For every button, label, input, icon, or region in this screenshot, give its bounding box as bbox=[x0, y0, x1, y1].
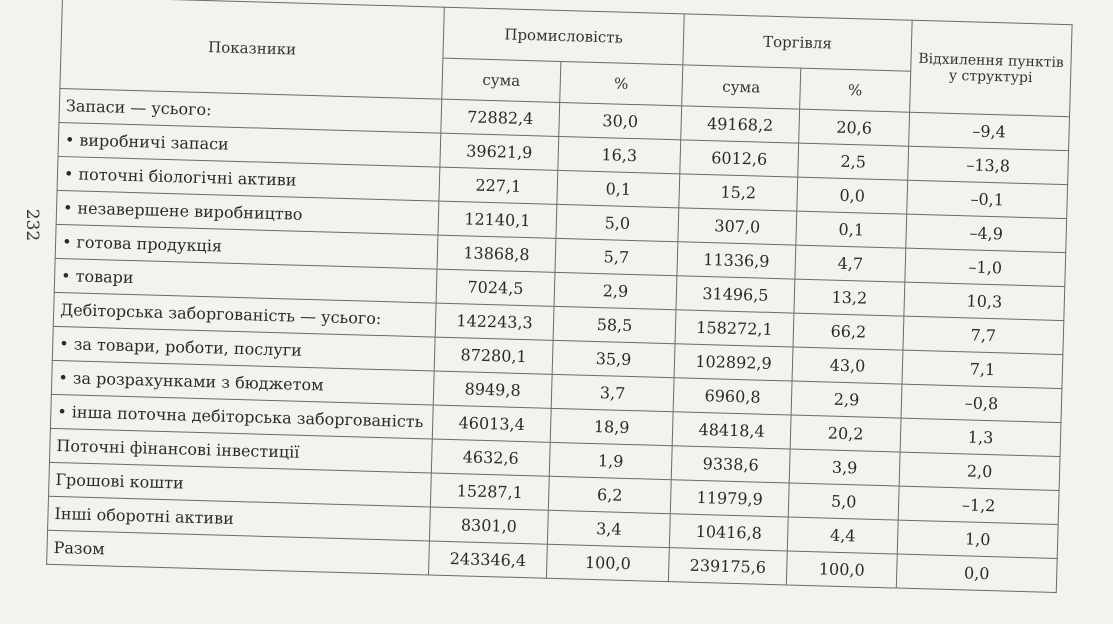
trade-sum-cell: 10416,8 bbox=[669, 514, 788, 551]
industry-sum-cell: 12140,1 bbox=[438, 201, 557, 238]
trade-percent-cell: 20,2 bbox=[790, 415, 901, 452]
row-label: • поточні біологічні активи bbox=[57, 156, 440, 201]
deviation-cell: –0,8 bbox=[901, 384, 1062, 422]
trade-sum-cell: 11336,9 bbox=[677, 242, 796, 279]
trade-percent-cell: 4,4 bbox=[787, 517, 898, 554]
deviation-cell: –1,0 bbox=[905, 248, 1066, 286]
industry-sum-cell: 72882,4 bbox=[441, 99, 560, 136]
page-number: 232 bbox=[22, 208, 43, 242]
deviation-cell: 1,0 bbox=[897, 520, 1058, 558]
row-label: Разом bbox=[47, 530, 430, 575]
header-industry-sum: сума bbox=[442, 58, 561, 102]
row-label: • незавершене виробництво bbox=[56, 190, 439, 235]
row-label: • виробничі запаси bbox=[58, 122, 441, 167]
industry-sum-cell: 243346,4 bbox=[428, 541, 547, 578]
row-label: Дебіторська заборгованість — усього: bbox=[53, 292, 436, 337]
industry-percent-cell: 100,0 bbox=[546, 544, 669, 581]
industry-sum-cell: 39621,9 bbox=[440, 133, 559, 170]
deviation-cell: –13,8 bbox=[908, 146, 1069, 184]
trade-percent-cell: 4,7 bbox=[795, 245, 906, 282]
industry-percent-cell: 2,9 bbox=[554, 272, 677, 309]
industry-percent-cell: 5,7 bbox=[555, 238, 678, 275]
trade-percent-cell: 13,2 bbox=[794, 279, 905, 316]
trade-percent-cell: 0,1 bbox=[796, 211, 907, 248]
industry-percent-cell: 30,0 bbox=[559, 102, 682, 139]
industry-percent-cell: 18,9 bbox=[550, 408, 673, 445]
deviation-cell: –4,9 bbox=[906, 214, 1067, 252]
trade-percent-cell: 20,6 bbox=[799, 109, 910, 146]
deviation-cell: 10,3 bbox=[904, 282, 1065, 320]
trade-sum-cell: 6012,6 bbox=[680, 140, 799, 177]
row-label: • за розрахунками з бюджетом bbox=[51, 360, 434, 405]
header-deviation: Відхилення пунктів у структурі bbox=[910, 20, 1073, 116]
row-label: Інші оборотні активи bbox=[48, 496, 431, 541]
industry-percent-cell: 3,7 bbox=[551, 374, 674, 411]
trade-percent-cell: 0,0 bbox=[797, 177, 908, 214]
assets-table bbox=[46, 0, 1073, 593]
industry-percent-cell: 0,1 bbox=[557, 170, 680, 207]
trade-sum-cell: 48418,4 bbox=[672, 412, 791, 449]
trade-percent-cell: 66,2 bbox=[793, 313, 904, 350]
trade-percent-cell: 100,0 bbox=[786, 551, 897, 588]
row-label: • за товари, роботи, послуги bbox=[52, 326, 435, 371]
industry-sum-cell: 87280,1 bbox=[434, 337, 553, 374]
trade-sum-cell: 31496,5 bbox=[676, 276, 795, 313]
industry-sum-cell: 8949,8 bbox=[433, 371, 552, 408]
trade-sum-cell: 11979,9 bbox=[670, 480, 789, 517]
industry-sum-cell: 13868,8 bbox=[437, 235, 556, 272]
industry-sum-cell: 142243,3 bbox=[435, 303, 554, 340]
deviation-cell: 7,7 bbox=[903, 316, 1064, 354]
trade-sum-cell: 307,0 bbox=[678, 208, 797, 245]
header-trade-sum: сума bbox=[682, 65, 801, 109]
trade-sum-cell: 102892,9 bbox=[674, 344, 793, 381]
header-trade-percent: % bbox=[800, 68, 911, 112]
deviation-cell: –1,2 bbox=[898, 486, 1059, 524]
deviation-cell: 2,0 bbox=[899, 452, 1060, 490]
trade-percent-cell: 2,9 bbox=[791, 381, 902, 418]
trade-percent-cell: 43,0 bbox=[792, 347, 903, 384]
trade-sum-cell: 6960,8 bbox=[673, 378, 792, 415]
industry-sum-cell: 7024,5 bbox=[436, 269, 555, 306]
trade-percent-cell: 5,0 bbox=[788, 483, 899, 520]
industry-percent-cell: 58,5 bbox=[553, 306, 676, 343]
industry-sum-cell: 8301,0 bbox=[429, 507, 548, 544]
trade-sum-cell: 158272,1 bbox=[675, 310, 794, 347]
row-label: Запаси — усього: bbox=[59, 88, 442, 133]
header-trade: Торгівля bbox=[683, 14, 912, 71]
trade-sum-cell: 49168,2 bbox=[681, 106, 800, 143]
row-label: Поточні фінансові інвестиції bbox=[49, 428, 432, 473]
deviation-cell: –9,4 bbox=[909, 112, 1070, 150]
trade-sum-cell: 239175,6 bbox=[668, 548, 787, 585]
deviation-cell: –0,1 bbox=[907, 180, 1068, 218]
deviation-cell: 1,3 bbox=[900, 418, 1061, 456]
document-sheet bbox=[45, 0, 1075, 624]
industry-percent-cell: 16,3 bbox=[558, 136, 681, 173]
trade-percent-cell: 3,9 bbox=[789, 449, 900, 486]
industry-sum-cell: 227,1 bbox=[439, 167, 558, 204]
industry-percent-cell: 1,9 bbox=[549, 442, 672, 479]
industry-sum-cell: 46013,4 bbox=[432, 405, 551, 442]
row-label: Грошові кошти bbox=[49, 462, 432, 507]
header-industry-percent: % bbox=[560, 61, 683, 105]
row-label: • інша поточна дебіторська заборгованість bbox=[50, 394, 433, 439]
industry-sum-cell: 4632,6 bbox=[431, 439, 550, 476]
trade-percent-cell: 2,5 bbox=[798, 143, 909, 180]
trade-sum-cell: 9338,6 bbox=[671, 446, 790, 483]
header-industry: Промисловість bbox=[443, 7, 684, 65]
row-label: • товари bbox=[54, 258, 437, 303]
deviation-cell: 7,1 bbox=[902, 350, 1063, 388]
row-label: • готова продукція bbox=[55, 224, 438, 269]
table-body bbox=[47, 88, 1070, 592]
industry-percent-cell: 3,4 bbox=[547, 510, 670, 547]
industry-percent-cell: 5,0 bbox=[556, 204, 679, 241]
industry-sum-cell: 15287,1 bbox=[430, 473, 549, 510]
trade-sum-cell: 15,2 bbox=[679, 174, 798, 211]
deviation-cell: 0,0 bbox=[896, 554, 1057, 592]
header-indicators: Показники bbox=[60, 0, 444, 99]
industry-percent-cell: 6,2 bbox=[548, 476, 671, 513]
industry-percent-cell: 35,9 bbox=[552, 340, 675, 377]
